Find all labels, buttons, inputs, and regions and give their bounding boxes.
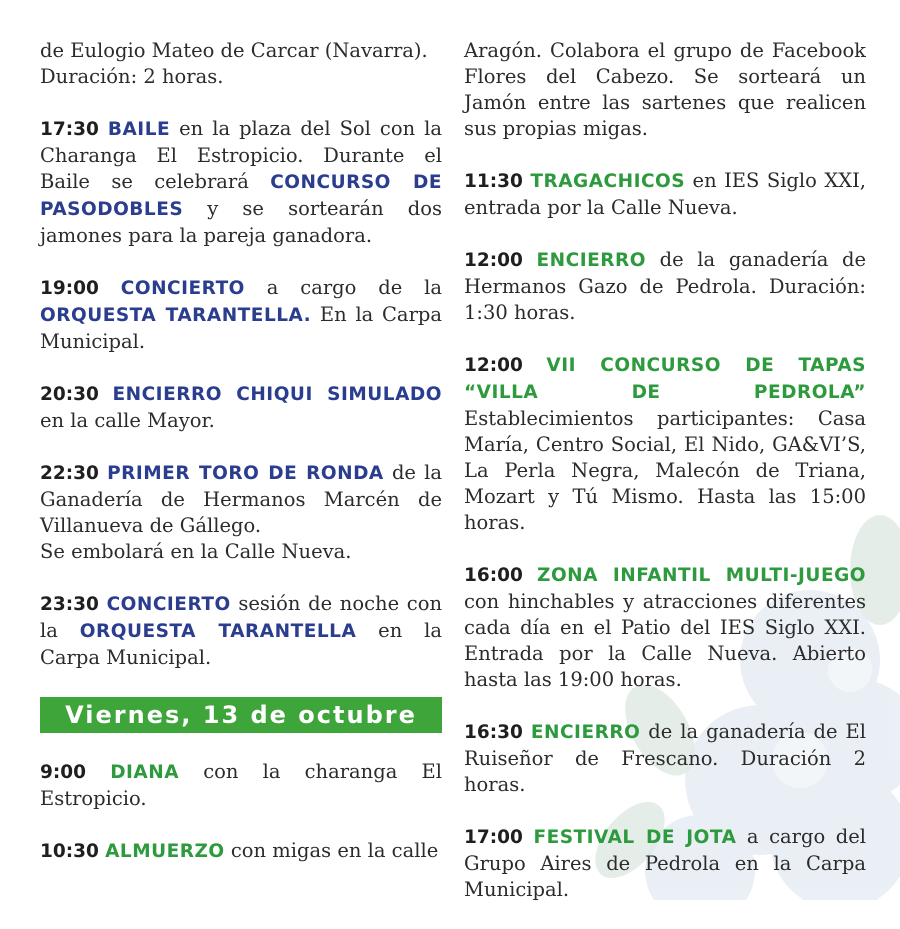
event-title: PRIMER TORO DE RONDA [107,463,384,484]
event-text: en la plaza del Sol con la Charanga El Estropicio. Durante el Baile se celebrará [40,117,442,193]
intro-line: de Eulogio Mateo de Carcar (Navarra). [40,39,428,62]
event-title: ENCIERRO CHIQUI SIMULADO [112,384,442,405]
event-title: DIANA [110,762,180,783]
event-time: 17:30 [40,119,99,140]
intro-text: Aragón. Colabora el grupo de Facebook Flores del Cabezo. Se sorteará un Jamón entre las sartenes que realicen sus propias migas. [464,39,866,140]
event-text: sesión de noche con la [40,592,443,642]
event-entry [464,719,866,798]
event-time: 9:00 [40,762,87,783]
event-title: VII CONCURSO DE TAPAS “VILLA DE PEDROLA” [464,355,866,403]
event-text: de la ganadería de Hermanos Gazo de Pedrola. Duración: 1:30 horas. [464,248,866,324]
event-text: en la calle Mayor. [40,409,215,432]
event-entry [40,591,442,671]
event-title: FESTIVAL DE JOTA [533,827,737,848]
event-text: con la charanga El Estropicio. [40,760,442,810]
event-time: 20:30 [40,384,99,405]
event-text: a cargo de la [244,276,442,299]
event-entry [40,759,442,812]
event-text: En la Carpa Municipal. [40,303,442,353]
event-time: 17:00 [464,827,523,848]
event-entry [40,460,442,565]
event-text: Establecimientos participantes: Casa María, Centro Social, El Nido, GA&VI’S, La Perla Negra, Malecón de Triana, Mozart y Tú Mismo. Hasta las 15:00 horas. [464,407,866,534]
event-text: en la Carpa Municipal. [40,619,442,669]
event-entry [40,116,442,249]
event-time: 16:30 [464,722,523,743]
event-time: 11:30 [464,171,523,192]
event-time: 16:00 [464,565,523,586]
event-text: de la ganadería de El Ruiseñor de Frescano. Duración 2 horas. [464,720,866,796]
intro-line: Duración: 2 horas. [40,65,224,88]
event-title: BAILE [107,119,171,140]
event-entry [464,562,866,693]
event-highlight: CONCURSO DE PASODOBLES [40,172,442,220]
event-entry [464,352,866,536]
intro-text [40,38,442,90]
event-text: Se embolará en la Calle Nueva. [40,540,352,563]
event-text: con migas en la calle [224,839,439,862]
event-text: en IES Siglo XXI, entrada por la Calle Nueva. [464,169,866,219]
event-title: CONCIERTO [106,594,231,615]
event-entry [40,381,442,434]
event-title: ALMUERZO [105,841,225,862]
event-time: 10:30 [40,841,99,862]
event-title: ENCIERRO [530,722,641,743]
event-time: 12:00 [464,250,523,271]
event-time: 22:30 [40,463,99,484]
day-banner: Viernes, 13 de octubre [40,697,442,733]
event-text: de la Ganadería de Hermanos Marcén de Villanueva de Gállego. [40,461,443,537]
event-entry [464,247,866,326]
event-text: con hinchables y atracciones diferentes cada día en el Patio del IES Siglo XXI. Entrada por la Calle Nueva. Abierto hasta las 19:00 horas. [464,590,866,691]
event-entry [40,838,442,865]
event-text: y se sortearán dos jamones para la pareja ganadora. [40,197,442,247]
event-time: 19:00 [40,278,99,299]
event-highlight: ORQUESTA TARANTELLA. [40,305,312,326]
event-time: 23:30 [40,594,99,615]
event-title: ENCIERRO [536,250,646,271]
event-title: ZONA INFANTIL MULTI-JUEGO [537,565,866,586]
event-title: CONCIERTO [120,278,245,299]
event-title: TRAGACHICOS [530,171,686,192]
event-entry [40,275,442,355]
event-entry [464,824,866,903]
event-time: 12:00 [464,355,523,376]
right-column [464,38,866,929]
left-column [40,38,442,891]
event-entry [464,168,866,221]
event-text: a cargo del Grupo Aires de Pedrola en la Carpa Municipal. [464,825,866,901]
event-highlight: ORQUESTA TARANTELLA [79,621,357,642]
